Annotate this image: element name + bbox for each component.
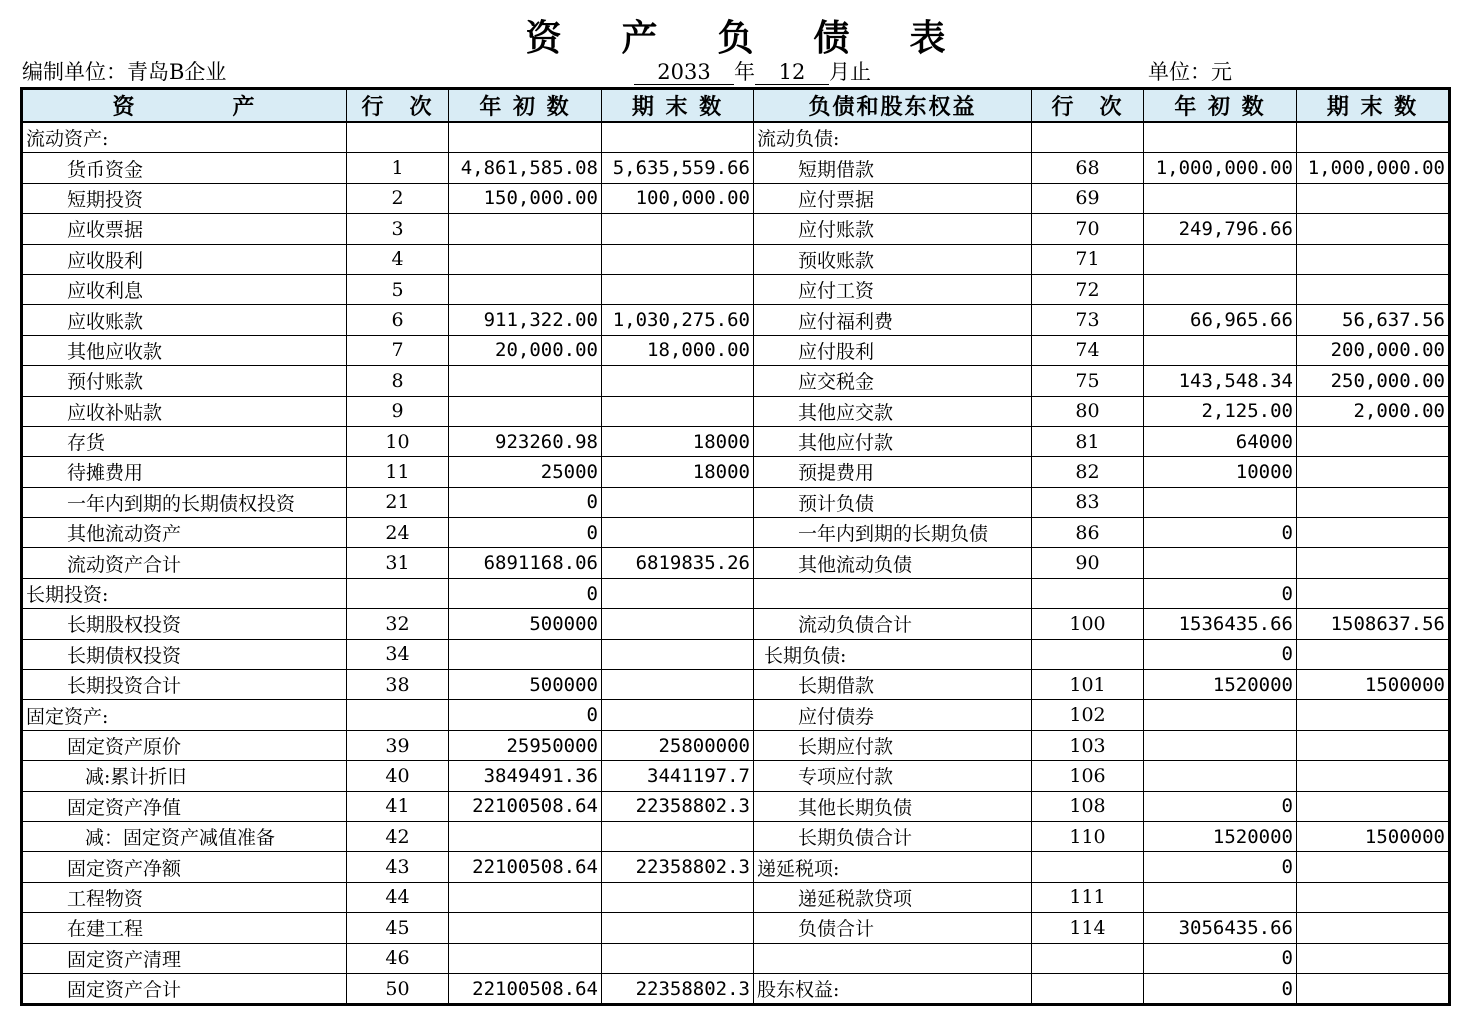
asset-line-no: 34 [347,639,449,669]
liability-item-name [754,943,1032,973]
asset-end-balance: 22358802.3 [602,791,754,821]
liability-line-no: 103 [1032,730,1144,760]
liability-item-name: 专项应付款 [754,761,1032,791]
asset-item-name: 固定资产原价 [22,730,347,760]
liability-item-name: 流动负债合计 [754,609,1032,639]
asset-line-no: 21 [347,487,449,517]
asset-item-name: 长期投资合计 [22,670,347,700]
liability-end-balance: 250,000.00 [1297,366,1450,396]
liability-begin-balance: 2,125.00 [1144,396,1297,426]
asset-end-balance: 22358802.3 [602,852,754,882]
table-row [22,426,1450,456]
liability-item-name: 应付工资 [754,274,1032,304]
asset-begin-balance [449,639,602,669]
liability-line-no: 80 [1032,396,1144,426]
liability-item-name: 其他应付款 [754,426,1032,456]
asset-begin-balance [449,882,602,912]
liability-item-name: 预收账款 [754,244,1032,274]
asset-begin-balance: 25950000 [449,730,602,760]
asset-item-name: 其他应收款 [22,335,347,365]
asset-end-balance [602,578,754,608]
asset-end-balance [602,487,754,517]
asset-line-no: 46 [347,943,449,973]
header-line-no: 行 次 [347,89,449,123]
liability-end-balance [1297,214,1450,244]
liability-end-balance [1297,639,1450,669]
asset-begin-balance [449,244,602,274]
liability-item-name: 应付账款 [754,214,1032,244]
asset-item-name: 一年内到期的长期债权投资 [22,487,347,517]
table-row [22,153,1450,183]
liability-item-name: 股东权益: [754,973,1032,1004]
asset-end-balance: 100,000.00 [602,183,754,213]
liability-begin-balance: 0 [1144,852,1297,882]
liability-line-no: 69 [1032,183,1144,213]
asset-item-name: 应收补贴款 [22,396,347,426]
asset-end-balance: 18000 [602,457,754,487]
liability-begin-balance: 0 [1144,578,1297,608]
asset-line-no: 38 [347,670,449,700]
asset-item-name: 固定资产清理 [22,943,347,973]
liability-begin-balance: 1520000 [1144,821,1297,851]
asset-line-no: 32 [347,609,449,639]
liability-end-balance [1297,913,1450,943]
liability-line-no: 101 [1032,670,1144,700]
asset-begin-balance [449,821,602,851]
asset-line-no: 24 [347,518,449,548]
asset-item-name: 应收利息 [22,274,347,304]
asset-line-no: 7 [347,335,449,365]
asset-begin-balance: 4,861,585.08 [449,153,602,183]
liability-end-balance: 200,000.00 [1297,335,1450,365]
asset-end-balance [602,882,754,912]
liability-begin-balance: 0 [1144,943,1297,973]
asset-line-no [347,578,449,608]
asset-line-no: 6 [347,305,449,335]
liability-line-no [1032,639,1144,669]
asset-begin-balance: 22100508.64 [449,852,602,882]
liability-end-balance [1297,183,1450,213]
liability-begin-balance: 3056435.66 [1144,913,1297,943]
liability-line-no: 110 [1032,821,1144,851]
table-row [22,791,1450,821]
asset-begin-balance: 25000 [449,457,602,487]
liability-line-no: 68 [1032,153,1144,183]
asset-item-name: 流动资产: [22,122,347,153]
title-char: 负 [717,18,754,59]
liability-begin-balance [1144,183,1297,213]
asset-line-no: 39 [347,730,449,760]
liability-begin-balance [1144,122,1297,153]
liability-end-balance [1297,457,1450,487]
asset-end-balance [602,396,754,426]
header-begin-balance: 年 初 数 [449,89,602,123]
liability-end-balance [1297,852,1450,882]
liability-begin-balance: 0 [1144,791,1297,821]
liability-begin-balance: 1536435.66 [1144,609,1297,639]
liability-item-name: 其他流动负债 [754,548,1032,578]
table-row [22,730,1450,760]
liability-end-balance [1297,700,1450,730]
asset-item-name: 长期股权投资 [22,609,347,639]
header-assets: 资 产 [22,89,347,123]
asset-end-balance: 25800000 [602,730,754,760]
table-row [22,305,1450,335]
asset-line-no: 42 [347,821,449,851]
asset-item-name: 应收票据 [22,214,347,244]
asset-begin-balance [449,214,602,244]
liability-item-name: 短期借款 [754,153,1032,183]
asset-item-name: 固定资产合计 [22,973,347,1004]
asset-end-balance: 6819835.26 [602,548,754,578]
asset-item-name: 固定资产净值 [22,791,347,821]
liability-begin-balance [1144,700,1297,730]
asset-line-no: 31 [347,548,449,578]
liability-begin-balance [1144,548,1297,578]
liability-end-balance [1297,122,1450,153]
liability-end-balance [1297,973,1450,1004]
liability-line-no: 74 [1032,335,1144,365]
asset-item-name: 存货 [22,426,347,456]
asset-end-balance [602,366,754,396]
asset-item-name: 其他流动资产 [22,518,347,548]
liability-end-balance [1297,274,1450,304]
liability-item-name: 长期应付款 [754,730,1032,760]
liability-line-no: 70 [1032,214,1144,244]
asset-begin-balance: 0 [449,700,602,730]
header-line-no: 行 次 [1032,89,1144,123]
liability-line-no: 100 [1032,609,1144,639]
asset-line-no: 10 [347,426,449,456]
report-title [0,10,1471,61]
asset-line-no: 5 [347,274,449,304]
liability-item-name: 预计负债 [754,487,1032,517]
table-row [22,852,1450,882]
liability-line-no: 106 [1032,761,1144,791]
liability-begin-balance: 10000 [1144,457,1297,487]
liability-line-no: 81 [1032,426,1144,456]
report-month: 12 [755,60,829,85]
liability-item-name: 流动负债: [754,122,1032,153]
asset-end-balance: 18000 [602,426,754,456]
table-row [22,335,1450,365]
asset-end-balance: 1,030,275.60 [602,305,754,335]
liability-end-balance [1297,487,1450,517]
asset-end-balance [602,609,754,639]
asset-line-no: 9 [347,396,449,426]
asset-item-name: 长期债权投资 [22,639,347,669]
liability-begin-balance: 66,965.66 [1144,305,1297,335]
table-row [22,122,1450,153]
asset-line-no [347,700,449,730]
table-row [22,761,1450,791]
asset-begin-balance: 20,000.00 [449,335,602,365]
asset-end-balance [602,639,754,669]
title-char: 产 [621,18,658,59]
liability-line-no: 72 [1032,274,1144,304]
asset-begin-balance [449,913,602,943]
asset-item-name: 固定资产: [22,700,347,730]
asset-item-name: 预付账款 [22,366,347,396]
asset-end-balance [602,913,754,943]
asset-end-balance: 5,635,559.66 [602,153,754,183]
liability-item-name: 应付股利 [754,335,1032,365]
asset-end-balance [602,122,754,153]
liability-line-no: 83 [1032,487,1144,517]
title-char: 债 [813,18,850,59]
asset-line-no: 11 [347,457,449,487]
liability-item-name: 一年内到期的长期负债 [754,518,1032,548]
asset-begin-balance: 911,322.00 [449,305,602,335]
asset-begin-balance: 6891168.06 [449,548,602,578]
reporting-entity: 编制单位：青岛B企业 [22,60,227,84]
year-suffix: 年 [734,60,755,84]
liability-end-balance: 1508637.56 [1297,609,1450,639]
liability-end-balance [1297,882,1450,912]
liability-begin-balance [1144,335,1297,365]
header-liabilities-equity: 负债和股东权益 [754,89,1032,123]
liability-line-no [1032,852,1144,882]
table-row [22,609,1450,639]
liability-end-balance [1297,548,1450,578]
asset-end-balance [602,821,754,851]
liability-end-balance: 56,637.56 [1297,305,1450,335]
asset-item-name: 待摊费用 [22,457,347,487]
asset-begin-balance: 500000 [449,609,602,639]
asset-begin-balance: 22100508.64 [449,973,602,1004]
title-char: 表 [909,18,946,59]
table-row [22,487,1450,517]
header-row [22,89,1450,123]
liability-item-name [754,578,1032,608]
table-row [22,913,1450,943]
asset-line-no: 40 [347,761,449,791]
asset-begin-balance: 500000 [449,670,602,700]
liability-end-balance [1297,518,1450,548]
asset-begin-balance [449,122,602,153]
liability-line-no: 111 [1032,882,1144,912]
balance-sheet-table [20,87,1451,1006]
liability-item-name: 应付票据 [754,183,1032,213]
table-row [22,973,1450,1004]
asset-item-name: 在建工程 [22,913,347,943]
liability-item-name: 递延税项: [754,852,1032,882]
asset-begin-balance: 150,000.00 [449,183,602,213]
liability-line-no: 73 [1032,305,1144,335]
asset-begin-balance [449,396,602,426]
asset-line-no: 41 [347,791,449,821]
asset-line-no: 8 [347,366,449,396]
liability-end-balance [1297,578,1450,608]
liability-line-no [1032,578,1144,608]
asset-line-no: 4 [347,244,449,274]
asset-begin-balance [449,943,602,973]
liability-begin-balance: 249,796.66 [1144,214,1297,244]
liability-begin-balance [1144,761,1297,791]
liability-item-name: 递延税款贷项 [754,882,1032,912]
asset-item-name: 应收账款 [22,305,347,335]
table-row [22,518,1450,548]
asset-end-balance [602,518,754,548]
asset-end-balance [602,214,754,244]
asset-item-name: 工程物资 [22,882,347,912]
asset-end-balance [602,274,754,304]
liability-line-no [1032,973,1144,1004]
table-row [22,183,1450,213]
liability-end-balance [1297,730,1450,760]
liability-item-name: 其他长期负债 [754,791,1032,821]
liability-end-balance [1297,761,1450,791]
table-row [22,366,1450,396]
report-year: 2033 [634,60,734,85]
asset-line-no: 2 [347,183,449,213]
table-row [22,548,1450,578]
title-char: 资 [525,18,562,59]
asset-line-no: 44 [347,882,449,912]
liability-item-name: 预提费用 [754,457,1032,487]
liability-end-balance: 1500000 [1297,670,1450,700]
liability-item-name: 应交税金 [754,366,1032,396]
liability-begin-balance: 0 [1144,639,1297,669]
liability-line-no: 90 [1032,548,1144,578]
liability-line-no [1032,122,1144,153]
liability-line-no: 108 [1032,791,1144,821]
month-suffix: 月止 [829,60,871,84]
asset-begin-balance: 3849491.36 [449,761,602,791]
asset-item-name: 短期投资 [22,183,347,213]
table-row [22,396,1450,426]
liability-end-balance: 2,000.00 [1297,396,1450,426]
header-end-balance: 期 末 数 [602,89,754,123]
table-row [22,639,1450,669]
liability-line-no [1032,943,1144,973]
asset-end-balance [602,943,754,973]
liability-end-balance [1297,943,1450,973]
asset-line-no: 3 [347,214,449,244]
liability-item-name: 应付福利费 [754,305,1032,335]
asset-item-name: 流动资产合计 [22,548,347,578]
header-begin-balance: 年 初 数 [1144,89,1297,123]
liability-item-name: 应付债券 [754,700,1032,730]
table-row [22,882,1450,912]
liability-line-no: 82 [1032,457,1144,487]
liability-begin-balance: 0 [1144,973,1297,1004]
liability-begin-balance: 1,000,000.00 [1144,153,1297,183]
asset-item-name: 长期投资: [22,578,347,608]
table-body [22,122,1450,1005]
asset-end-balance: 22358802.3 [602,973,754,1004]
liability-begin-balance: 64000 [1144,426,1297,456]
liability-begin-balance [1144,274,1297,304]
liability-begin-balance: 143,548.34 [1144,366,1297,396]
table-row [22,821,1450,851]
asset-line-no: 50 [347,973,449,1004]
table-row [22,700,1450,730]
asset-line-no: 1 [347,153,449,183]
liability-line-no: 102 [1032,700,1144,730]
liability-end-balance: 1500000 [1297,821,1450,851]
asset-item-name: 固定资产净额 [22,852,347,882]
table-row [22,670,1450,700]
liability-item-name: 长期借款 [754,670,1032,700]
asset-line-no: 45 [347,913,449,943]
asset-item-name: 货币资金 [22,153,347,183]
liability-begin-balance [1144,244,1297,274]
asset-item-name: 应收股利 [22,244,347,274]
table-row [22,943,1450,973]
asset-item-name: 减：固定资产减值准备 [22,821,347,851]
asset-begin-balance: 923260.98 [449,426,602,456]
liability-begin-balance: 0 [1144,518,1297,548]
asset-item-name: 减:累计折旧 [22,761,347,791]
currency-unit: 单位：元 [1148,60,1232,84]
table-row [22,214,1450,244]
header-end-balance: 期 末 数 [1297,89,1450,123]
asset-end-balance: 18,000.00 [602,335,754,365]
asset-begin-balance: 0 [449,518,602,548]
table-row [22,457,1450,487]
asset-begin-balance: 22100508.64 [449,791,602,821]
asset-line-no: 43 [347,852,449,882]
liability-end-balance [1297,791,1450,821]
liability-end-balance: 1,000,000.00 [1297,153,1450,183]
asset-end-balance [602,670,754,700]
report-period [634,58,871,86]
asset-line-no [347,122,449,153]
asset-begin-balance [449,274,602,304]
liability-begin-balance [1144,730,1297,760]
liability-item-name: 长期负债合计 [754,821,1032,851]
liability-item-name: 负债合计 [754,913,1032,943]
liability-line-no: 86 [1032,518,1144,548]
table-row [22,578,1450,608]
liability-end-balance [1297,244,1450,274]
liability-begin-balance: 1520000 [1144,670,1297,700]
table-row [22,274,1450,304]
asset-end-balance [602,244,754,274]
liability-line-no: 75 [1032,366,1144,396]
liability-item-name: 长期负债: [754,639,1032,669]
asset-begin-balance: 0 [449,487,602,517]
liability-item-name: 其他应交款 [754,396,1032,426]
table-row [22,244,1450,274]
liability-line-no: 71 [1032,244,1144,274]
asset-end-balance [602,700,754,730]
asset-end-balance: 3441197.7 [602,761,754,791]
liability-begin-balance [1144,882,1297,912]
asset-begin-balance [449,366,602,396]
liability-end-balance [1297,426,1450,456]
liability-line-no: 114 [1032,913,1144,943]
liability-begin-balance [1144,487,1297,517]
asset-begin-balance: 0 [449,578,602,608]
